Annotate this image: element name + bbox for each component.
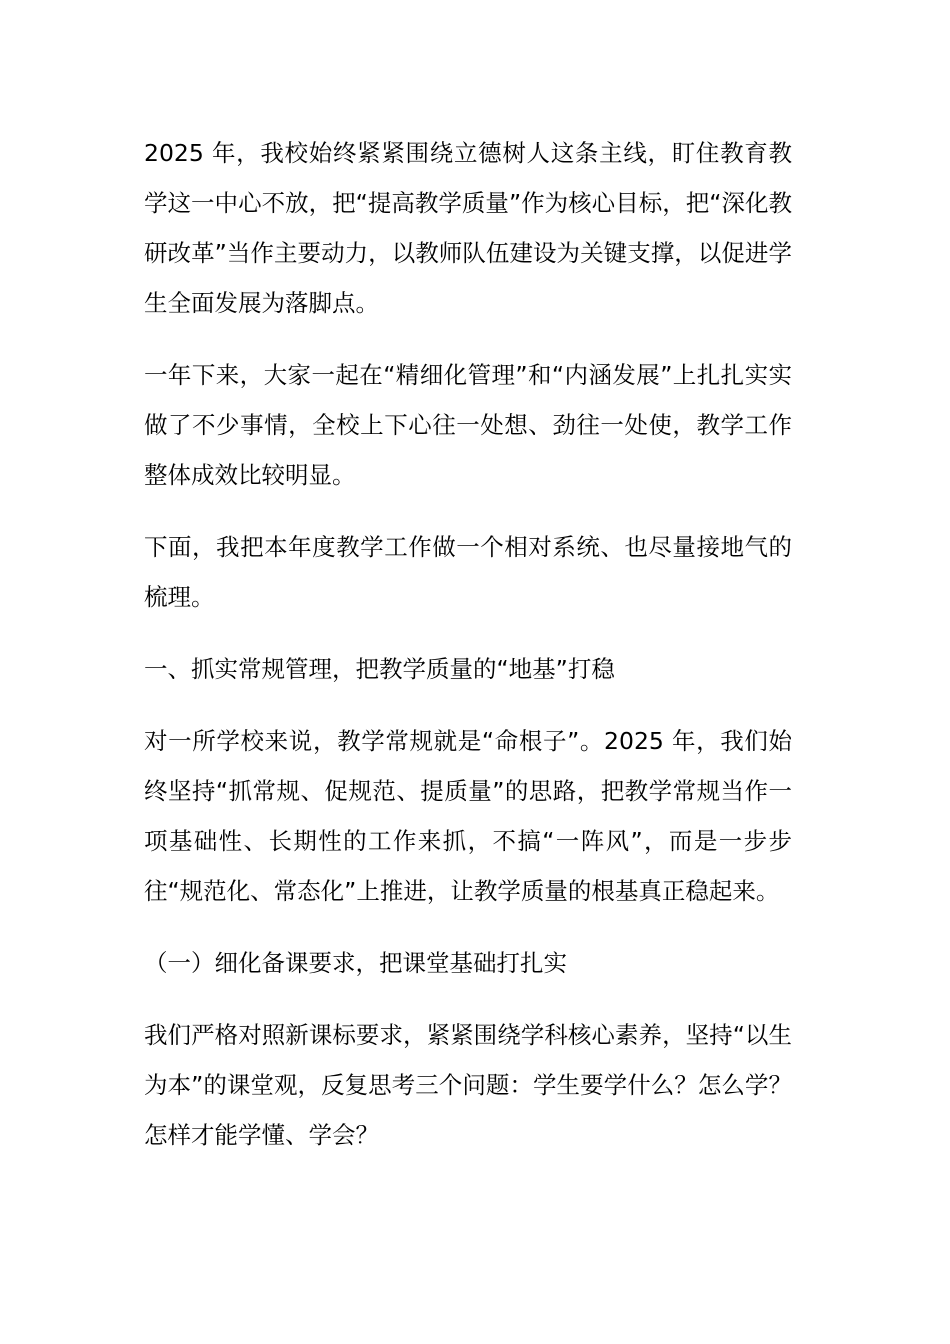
paragraph-spacer bbox=[144, 694, 792, 716]
paragraph-spacer bbox=[144, 328, 792, 350]
intro-paragraph: 2025 年，我校始终紧紧围绕立德树人这条主线，盯住教育教学这一中心不放，把“提高教学质量”作为核心目标，把“深化教研改革”当作主要动力，以教师队伍建设为关键支撑，以促进学生全面发展为落脚点。 bbox=[144, 139, 792, 317]
subsection-heading-1: （一）细化备课要求，把课堂基础打扎实 bbox=[144, 949, 567, 977]
subsection-1-body: 我们严格对照新课标要求，紧紧围绕学科核心素养，坚持“以生为本”的课堂观，反复思考三个问题：学生要学什么？怎么学？怎样才能学懂、学会？ bbox=[144, 1021, 792, 1149]
paragraph-spacer bbox=[144, 988, 792, 1010]
paragraph-spacer bbox=[144, 916, 792, 938]
section-1-body: 对一所学校来说，教学常规就是“命根子”。2025 年，我们始终坚持“抓常规、促规范、提质量”的思路，把教学常规当作一项基础性、长期性的工作来抓，不搞“一阵风”，而是一步步往“规范化、常态化”上推进，让教学质量的根基真正稳起来。 bbox=[144, 727, 792, 905]
section-heading-1: 一、抓实常规管理，把教学质量的“地基”打稳 bbox=[144, 655, 615, 683]
paragraph-spacer bbox=[144, 500, 792, 522]
summary-paragraph: 一年下来，大家一起在“精细化管理”和“内涵发展”上扎扎实实做了不少事情，全校上下心往一处想、劲往一处使，教学工作整体成效比较明显。 bbox=[144, 361, 792, 489]
transition-paragraph: 下面，我把本年度教学工作做一个相对系统、也尽量接地气的梳理。 bbox=[144, 533, 792, 611]
document-page bbox=[144, 128, 792, 1160]
paragraph-spacer bbox=[144, 622, 792, 644]
